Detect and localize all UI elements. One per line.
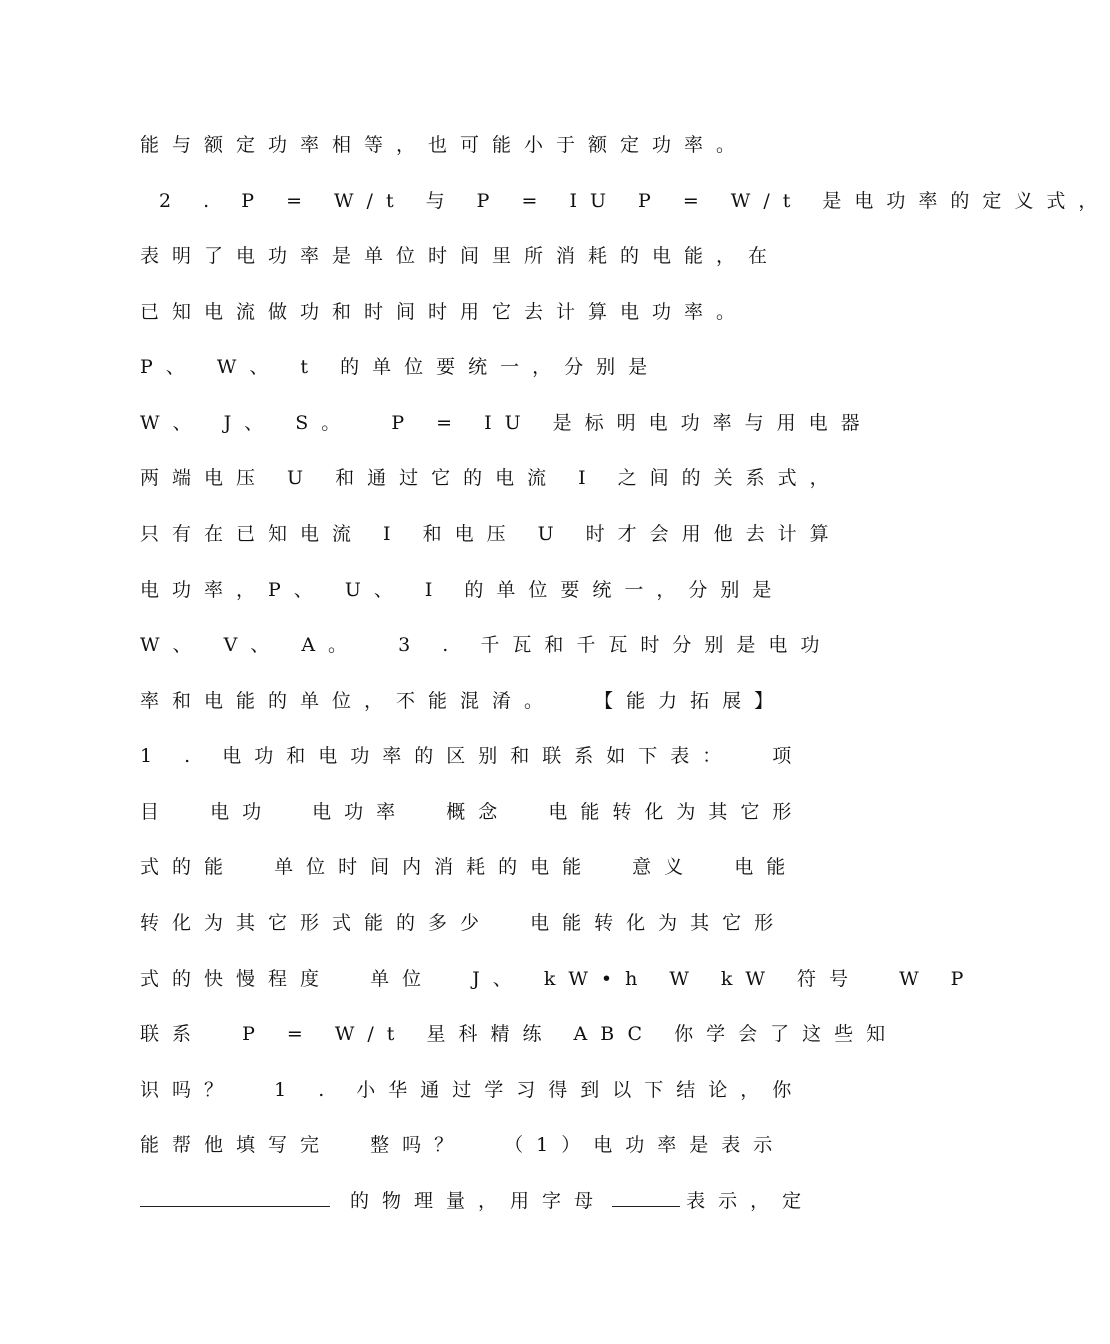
text-line-4: 已知电流做功和时间时用它去计算电功率。 [140,301,749,323]
text-line-2: 2 . P = W/t 与 P = IU P = W/t 是电功率的定义式， [140,190,1110,212]
text-line-11: 率和电能的单位，不能混淆。 【能力拓展】 [140,690,787,712]
text-line-14: 式的能 单位时间内消耗的电能 意义 电能 [140,856,799,878]
text-line-1: 能与额定功率相等，也可能小于额定功率。 [140,134,749,156]
text-line-18: 识吗？ 1 . 小华通过学习得到以下结论，你 [140,1079,805,1101]
text-line-8: 只有在已知电流 I 和电压 U 时才会用他去计算 [140,523,842,545]
fill-in-blank-2[interactable] [612,1186,680,1207]
text-line-17: 联系 P = W/t 星科精练 ABC 你学会了这些知 [140,1023,899,1045]
text-segment: 的物理量，用字母 [350,1190,607,1212]
text-line-19: 能帮他填写完 整吗？ （1）电功率是表示 [140,1134,786,1156]
fill-in-blank-1[interactable] [140,1186,330,1207]
text-segment: 表示，定 [686,1190,815,1212]
text-line-10: W、 V、 A。 3 . 千瓦和千瓦时分别是电功 [140,634,833,656]
text-line-12: 1 . 电功和电功率的区别和联系如下表： 项 [140,745,805,767]
text-line-13: 目 电功 电功率 概念 电能转化为其它形 [140,801,805,823]
text-line-7: 两端电压 U 和通过它的电流 I 之间的关系式， [140,467,842,489]
text-line-6: W、 J、 S。 P = IU 是标明电功率与用电器 [140,412,873,434]
text-line-15: 转化为其它形式能的多少 电能转化为其它形 [140,912,787,934]
text-line-9: 电功率，P、 U、 I 的单位要统一，分别是 [140,579,785,601]
text-line-20 [140,1186,840,1216]
text-line-5: P、 W、 t 的单位要统一，分别是 [140,356,661,378]
text-line-16: 式的快慢程度 单位 J、 kW•h W kW 符号 W P [140,968,977,990]
text-line-3: 表明了电功率是单位时间里所消耗的电能，在 [140,245,781,267]
